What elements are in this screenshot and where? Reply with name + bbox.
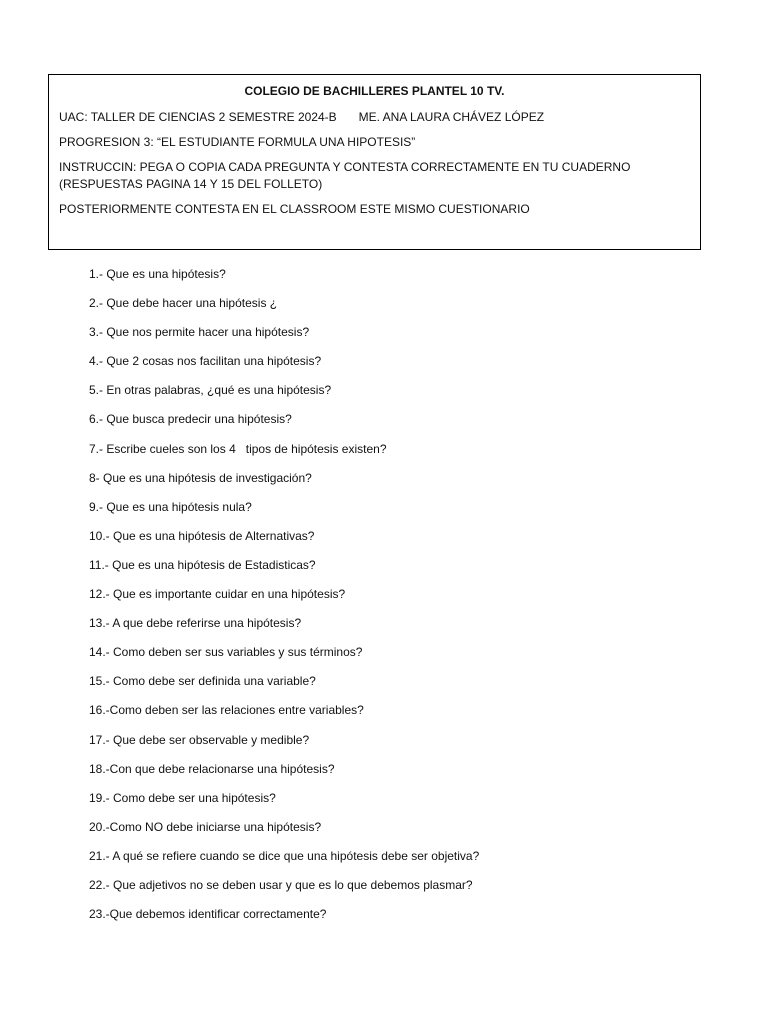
- question-item: 4.- Que 2 cosas nos facilitan una hipótesis?: [89, 354, 322, 369]
- question-item: 10.- Que es una hipótesis de Alternativas?: [89, 528, 315, 543]
- question-item: 12.- Que es importante cuidar en una hipótesis?: [89, 587, 346, 602]
- question-item: 15.- Como debe ser definida una variable?: [89, 674, 316, 689]
- question-item: 9.- Que es una hipótesis nula?: [89, 499, 252, 514]
- question-item: 16.-Como deben ser las relaciones entre variables?: [89, 703, 364, 718]
- uac-line: [59, 109, 690, 126]
- question-item: 3.- Que nos permite hacer una hipótesis?: [89, 325, 310, 340]
- progression-line: PROGRESION 3: “EL ESTUDIANTE FORMULA UNA HIPOTESIS”: [59, 135, 416, 149]
- question-item: 21.- A qué se refiere cuando se dice que una hipótesis debe ser objetiva?: [89, 848, 480, 863]
- question-item: 14.- Como deben ser sus variables y sus términos?: [89, 645, 363, 660]
- after-instruction-line: POSTERIORMENTE CONTESTA EN EL CLASSROOM ESTE MISMO CUESTIONARIO: [59, 202, 530, 216]
- header-box: [48, 74, 701, 250]
- question-item: 1.- Que es una hipótesis?: [89, 267, 226, 281]
- question-item: 19.- Como debe ser una hipótesis?: [89, 790, 276, 805]
- question-item: 6.- Que busca predecir una hipótesis?: [89, 412, 292, 427]
- teacher-name: ME. ANA LAURA CHÁVEZ LÓPEZ: [358, 110, 545, 124]
- question-item: 18.-Con que debe relacionarse una hipótesis?: [89, 761, 335, 776]
- question-item: 11.- Que es una hipótesis de Estadisticas?: [89, 557, 316, 572]
- question-item: 23.-Que debemos identificar correctamente?: [89, 907, 327, 922]
- instruction-line: INSTRUCCIN: PEGA O COPIA CADA PREGUNTA Y CONTESTA CORRECTAMENTE EN TU CUADERNO (RESPUESTAS PAGINA 14 Y 15 DEL FOLLETO): [59, 160, 631, 191]
- question-item: 2.- Que debe hacer una hipótesis ¿: [89, 296, 278, 311]
- question-item: 20.-Como NO debe iniciarse una hipótesis?: [89, 819, 322, 834]
- question-item: 5.- En otras palabras, ¿qué es una hipótesis?: [89, 383, 332, 398]
- uac-subject: UAC: TALLER DE CIENCIAS 2 SEMESTRE 2024-B: [59, 110, 337, 124]
- question-item: 13.- A que debe referirse una hipótesis?: [89, 616, 302, 631]
- question-item: 17.- Que debe ser observable y medible?: [89, 732, 310, 747]
- question-list: [89, 265, 479, 934]
- question-item: 7.- Escribe cueles son los 4 tipos de hipótesis existen?: [89, 441, 387, 456]
- school-title: COLEGIO DE BACHILLERES PLANTEL 10 TV.: [244, 84, 505, 98]
- question-item: 8- Que es una hipótesis de investigación?: [89, 470, 312, 485]
- question-item: 22.- Que adjetivos no se deben usar y que es lo que debemos plasmar?: [89, 877, 473, 892]
